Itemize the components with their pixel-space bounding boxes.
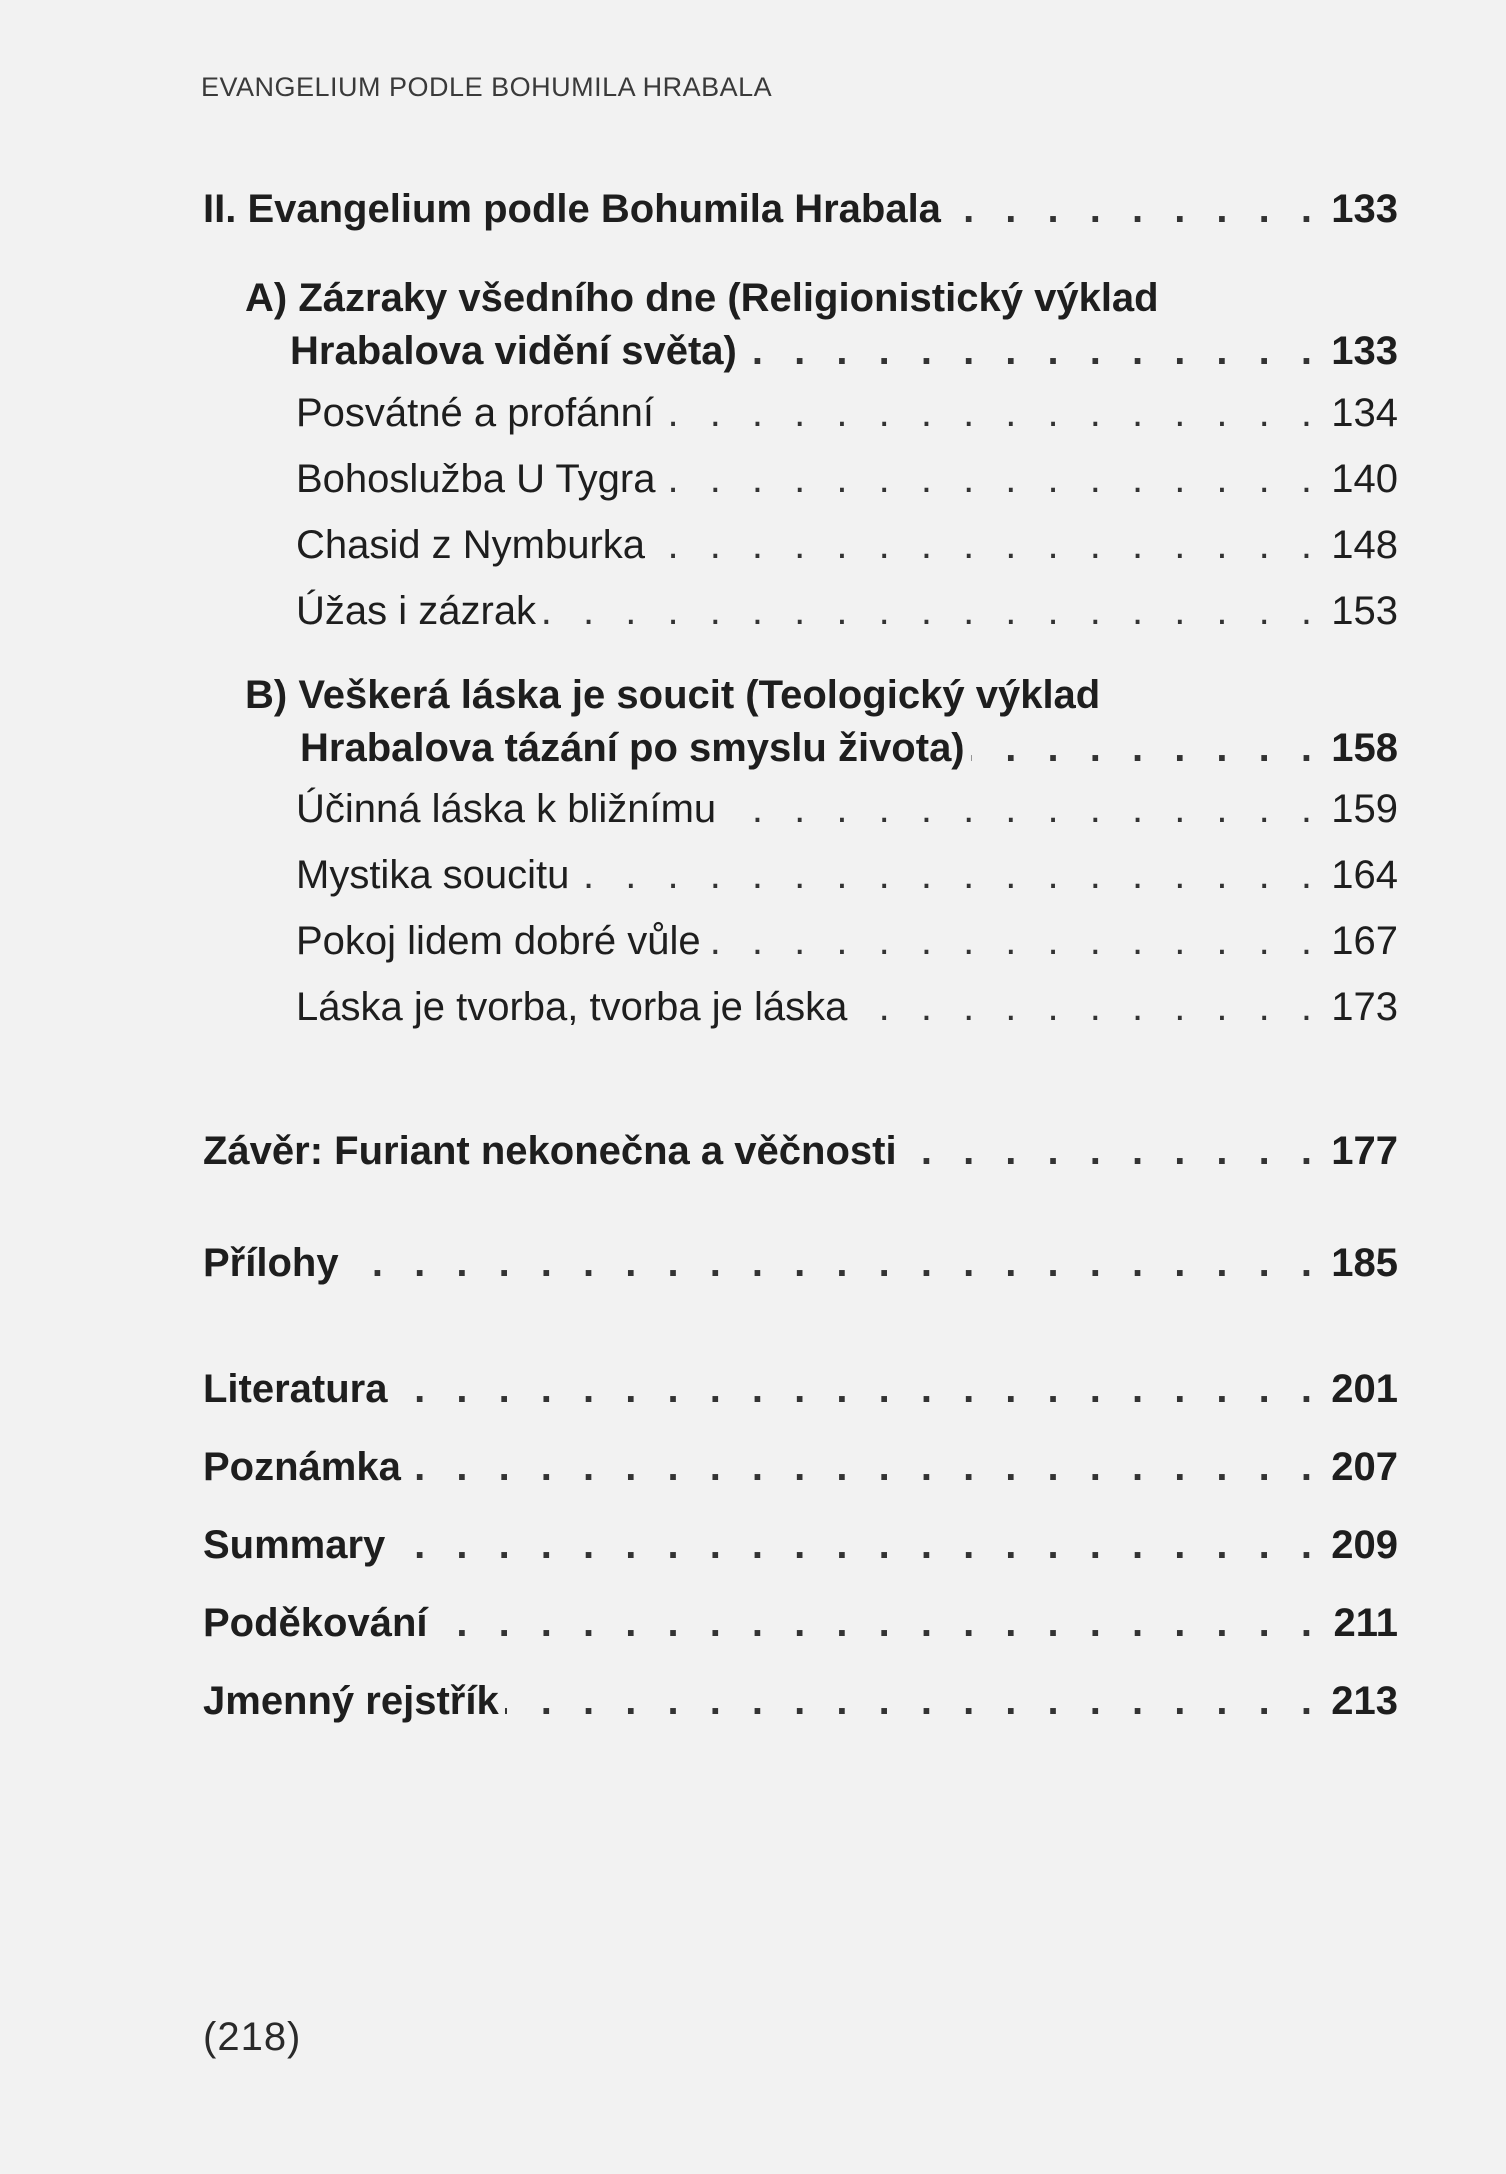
toc-entry-page: 153 bbox=[1331, 589, 1398, 633]
toc-entry-label: Účinná láska k bližnímu bbox=[296, 787, 717, 831]
dot-leader bbox=[903, 1125, 1322, 1177]
toc-entry bbox=[296, 981, 1398, 1033]
section-a-heading: A) Zázraky všedního dne (Religionistický výklad bbox=[245, 276, 1159, 320]
dot-leader bbox=[575, 849, 1322, 901]
toc-entry-page: 133 bbox=[1331, 187, 1398, 231]
toc-entry-page: 177 bbox=[1331, 1129, 1398, 1173]
toc-entry-page: 164 bbox=[1331, 853, 1398, 897]
toc-entry-page: 148 bbox=[1331, 523, 1398, 567]
dot-leader bbox=[722, 783, 1322, 835]
toc-entry-section-a bbox=[290, 325, 1398, 377]
toc-entry-page: 207 bbox=[1331, 1445, 1398, 1489]
toc-entry-label: Chasid z Nymburka bbox=[296, 523, 646, 567]
toc-entry bbox=[296, 783, 1398, 835]
toc-entry-page: 158 bbox=[1331, 726, 1398, 770]
dot-leader bbox=[394, 1363, 1323, 1415]
toc-entry-prilohy bbox=[203, 1237, 1398, 1289]
dot-leader bbox=[743, 325, 1322, 377]
toc-entry-zaver bbox=[203, 1125, 1398, 1177]
toc-entry-label: II. Evangelium podle Bohumila Hrabala bbox=[203, 187, 941, 231]
toc-entry bbox=[296, 519, 1398, 571]
toc-entry-label: Přílohy bbox=[203, 1241, 339, 1285]
dot-leader bbox=[661, 453, 1322, 505]
toc-entry-label: Hrabalova tázání po smyslu života) bbox=[300, 726, 965, 770]
toc-entry-label: Bohoslužba U Tygra bbox=[296, 457, 656, 501]
toc-entry-label: Úžas i zázrak bbox=[296, 589, 537, 633]
toc-entry-page: 213 bbox=[1331, 1679, 1398, 1723]
dot-leader bbox=[434, 1597, 1322, 1649]
toc-entry-label: Hrabalova vidění světa) bbox=[290, 329, 737, 373]
toc-entry bbox=[203, 1519, 1398, 1571]
toc-entry bbox=[203, 1675, 1398, 1727]
toc-entry-label: Poděkování bbox=[203, 1601, 428, 1645]
toc-entry-label: Posvátné a profánní bbox=[296, 391, 655, 435]
dot-leader bbox=[651, 519, 1322, 571]
toc-entry-page: 173 bbox=[1331, 985, 1398, 1029]
dot-leader bbox=[660, 387, 1322, 439]
toc-entry-label: Summary bbox=[203, 1523, 386, 1567]
toc-entry bbox=[296, 387, 1398, 439]
section-b-heading: B) Veškerá láska je soucit (Teologický výklad bbox=[245, 673, 1101, 717]
toc-entry-page: 201 bbox=[1331, 1367, 1398, 1411]
running-header: EVANGELIUM PODLE BOHUMILA HRABALA bbox=[201, 72, 773, 102]
toc-entry-page: 140 bbox=[1331, 457, 1398, 501]
toc-entry-page: 134 bbox=[1331, 391, 1398, 435]
dot-leader bbox=[971, 722, 1322, 774]
toc-entry-page: 167 bbox=[1331, 919, 1398, 963]
toc-entry bbox=[203, 1597, 1398, 1649]
toc-entry-page: 209 bbox=[1331, 1523, 1398, 1567]
toc-entry-label: Literatura bbox=[203, 1367, 388, 1411]
dot-leader bbox=[505, 1675, 1322, 1727]
toc-entry bbox=[296, 849, 1398, 901]
dot-leader bbox=[391, 1519, 1322, 1571]
dot-leader bbox=[853, 981, 1322, 1033]
toc-entry-page: 211 bbox=[1333, 1601, 1398, 1645]
toc-entry-label: Mystika soucitu bbox=[296, 853, 570, 897]
dot-leader bbox=[947, 183, 1322, 235]
page-number: (218) bbox=[203, 2015, 302, 2059]
toc-entry bbox=[296, 453, 1398, 505]
dot-leader bbox=[707, 915, 1322, 967]
toc-entry bbox=[296, 585, 1398, 637]
dot-leader bbox=[542, 585, 1322, 637]
toc-entry-label: Závěr: Furiant nekonečna a věčnosti bbox=[203, 1129, 897, 1173]
toc-entry-label: Pokoj lidem dobré vůle bbox=[296, 919, 701, 963]
toc-entry-label: Jmenný rejstřík bbox=[203, 1679, 499, 1723]
toc-entry-part-ii bbox=[203, 183, 1398, 235]
toc-entry-label: Poznámka bbox=[203, 1445, 401, 1489]
toc-entry bbox=[296, 915, 1398, 967]
toc-entry bbox=[203, 1363, 1398, 1415]
toc-entry-section-b bbox=[300, 722, 1398, 774]
toc-entry-page: 133 bbox=[1331, 329, 1398, 373]
dot-leader bbox=[407, 1441, 1322, 1493]
toc-entry-page: 185 bbox=[1331, 1241, 1398, 1285]
dot-leader bbox=[345, 1237, 1322, 1289]
toc-entry bbox=[203, 1441, 1398, 1493]
toc-entry-label: Láska je tvorba, tvorba je láska bbox=[296, 985, 848, 1029]
toc-entry-page: 159 bbox=[1331, 787, 1398, 831]
